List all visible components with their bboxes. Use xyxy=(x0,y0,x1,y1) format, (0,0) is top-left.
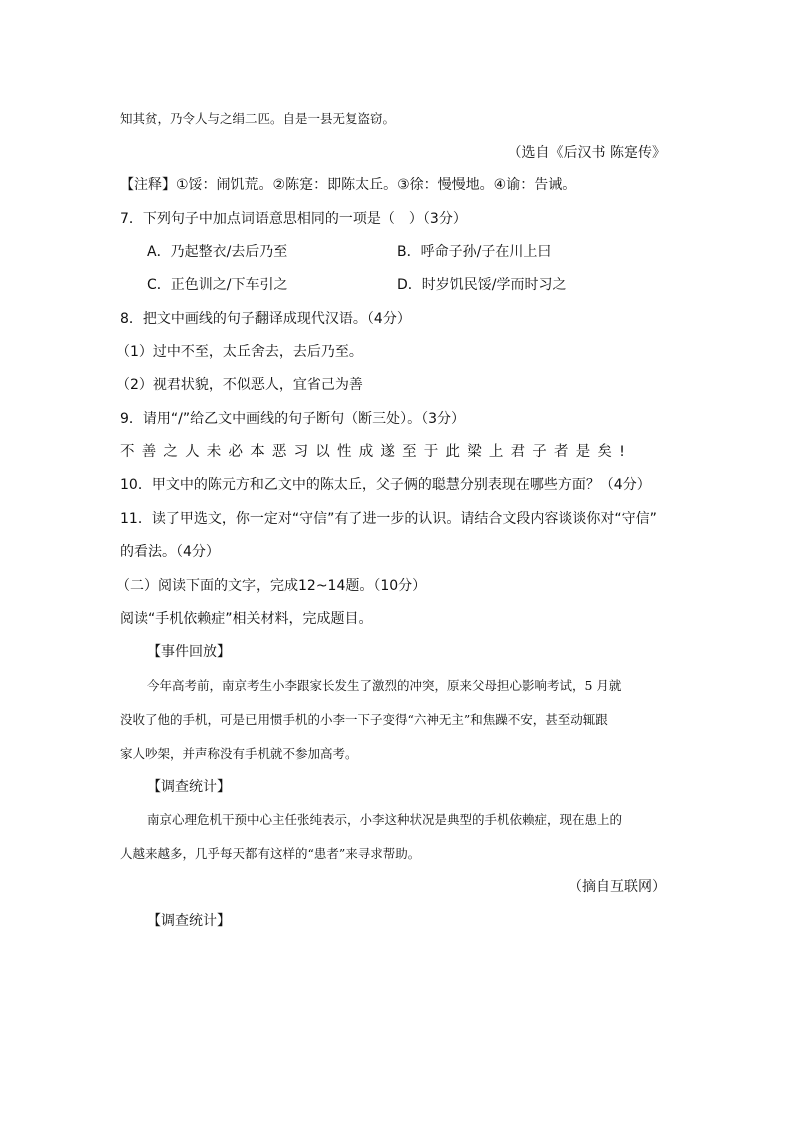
question-9-stem: 9．请用“/”给乙文中画线的句子断句（断三处）。（3分） xyxy=(120,411,466,427)
question-7-stem: 7．下列句子中加点词语意思相同的一项是（ ）（3分） xyxy=(120,211,467,227)
section-survey-title-2: 【调查统计】 xyxy=(147,913,231,929)
section-survey-line: 人越来越多，几乎每天都有这样的“患者”来寻求帮助。 xyxy=(120,846,421,861)
part-2-heading: （二）阅读下面的文字，完成12~14题。（10分） xyxy=(116,578,427,594)
part-2-intro: 阅读“手机依赖症”相关材料，完成题目。 xyxy=(120,611,373,627)
question-11-line-2: 的看法。（4分） xyxy=(120,544,220,560)
passage-b-source: （选自《后汉书 陈寔传》 xyxy=(507,145,666,161)
question-10: 10．甲文中的陈元方和乙文中的陈太丘，父子俩的聪慧分别表现在哪些方面？（4分） xyxy=(120,477,651,493)
section-survey-line: 南京心理危机干预中心主任张纯表示，小李这种状况是典型的手机依赖症，现在患上的 xyxy=(147,812,623,827)
section-event-line: 家人吵架，并声称没有手机就不参加高考。 xyxy=(120,746,358,761)
question-7-option-b: B．呼命子孙/子在川上曰 xyxy=(397,244,552,260)
question-8-sentence-1: （1）过中不至，太丘舍去，去后乃至。 xyxy=(116,344,363,360)
section-event-title: 【事件回放】 xyxy=(147,644,231,660)
question-9-sentence: 不善之人未必本恶习以性成遂至于此梁上君子者是矣! xyxy=(120,444,633,460)
question-7-option-d: D．时岁饥民馁/学而时习之 xyxy=(397,277,567,293)
question-11-line-1: 11．读了甲选文，你一定对“守信”有了进一步的认识。请结合文段内容谈谈你对“守信” xyxy=(120,511,657,527)
section-event-line: 没收了他的手机，可是已用惯手机的小李一下子变得“六神无主”和焦躁不安，甚至动辄跟 xyxy=(120,712,608,727)
section-event-line: 今年高考前，南京考生小李跟家长发生了激烈的冲突，原来父母担心影响考试，5 月就 xyxy=(147,678,622,693)
question-7-option-a: A．乃起整衣/去后乃至 xyxy=(147,244,288,260)
section-survey-source: （摘自互联网） xyxy=(568,879,666,895)
question-8-sentence-2: （2）视君状貌，不似恶人，宜省己为善 xyxy=(116,377,363,393)
question-7-option-c: C．正色训之/下车引之 xyxy=(147,277,288,293)
annotation-notes: 【注释】①馁：闹饥荒。②陈寔：即陈太丘。③徐：慢慢地。④谕：告诫。 xyxy=(120,177,577,193)
passage-b-line-end: 知其贫，乃令人与之绢二匹。自是一县无复盗窃。 xyxy=(120,111,396,126)
question-8-stem: 8．把文中画线的句子翻译成现代汉语。（4分） xyxy=(120,311,411,327)
section-survey-title: 【调查统计】 xyxy=(147,779,231,795)
